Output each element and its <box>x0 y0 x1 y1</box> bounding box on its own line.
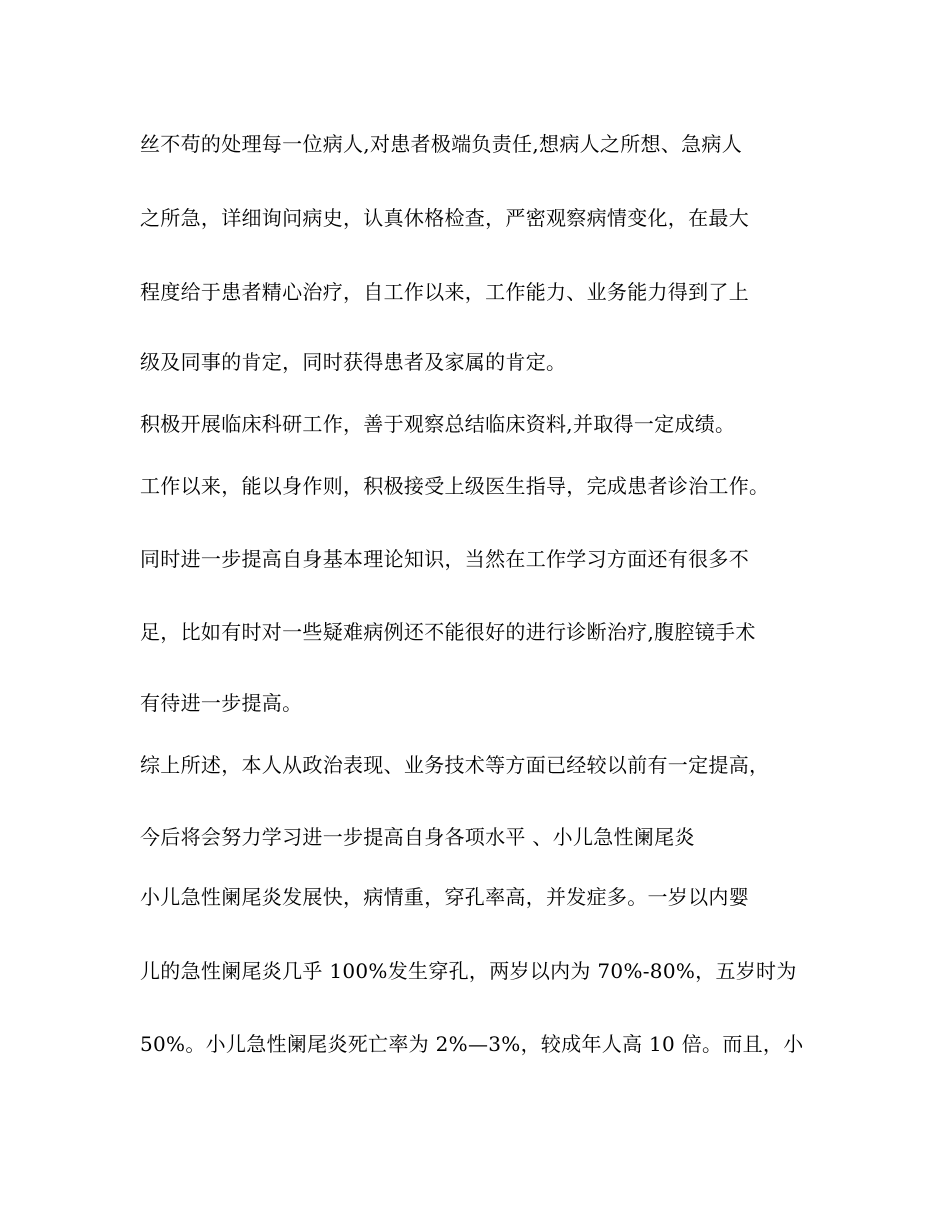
text-line-8: 足，比如有时对一些疑难病例还不能很好的进行诊断治疗,腹腔镜手术 <box>140 620 756 644</box>
text-line-4: 级及同事的肯定，同时获得患者及家属的肯定。 <box>140 350 567 374</box>
text-line-11: 今后将会努力学习进一步提高自身各项水平 、小儿急性阑尾炎 <box>140 825 695 849</box>
text-line-5: 积极开展临床科研工作，善于观察总结临床资料,并取得一定成绩。 <box>140 412 736 436</box>
text-line-9: 有待进一步提高。 <box>140 691 303 715</box>
text-line-7: 同时进一步提高自身基本理论知识，当然在工作学习方面还有很多不 <box>140 547 749 571</box>
text-line-1: 丝不苟的处理每一位病人,对患者极端负责任,想病人之所想、急病人 <box>140 132 743 156</box>
text-line-12: 小儿急性阑尾炎发展快，病情重，穿孔率高，并发症多。一岁以内婴 <box>140 885 749 909</box>
text-line-3: 程度给于患者精心治疗，自工作以来，工作能力、业务能力得到了上 <box>140 280 749 304</box>
text-line-10: 综上所述，本人从政治表现、业务技术等方面已经较以前有一定提高， <box>140 753 770 777</box>
text-line-14: 50%。小儿急性阑尾炎死亡率为 2%—3%，较成年人高 10 倍。而且，小 <box>140 1032 804 1056</box>
text-line-13: 儿的急性阑尾炎几乎 100%发生穿孔，两岁以内为 70%-80%，五岁时为 <box>140 959 797 983</box>
text-line-6: 工作以来，能以身作则，积极接受上级医生指导，完成患者诊治工作。 <box>140 474 770 498</box>
text-line-2: 之所急，详细询问病史，认真休格检查，严密观察病情变化，在最大 <box>140 206 749 230</box>
